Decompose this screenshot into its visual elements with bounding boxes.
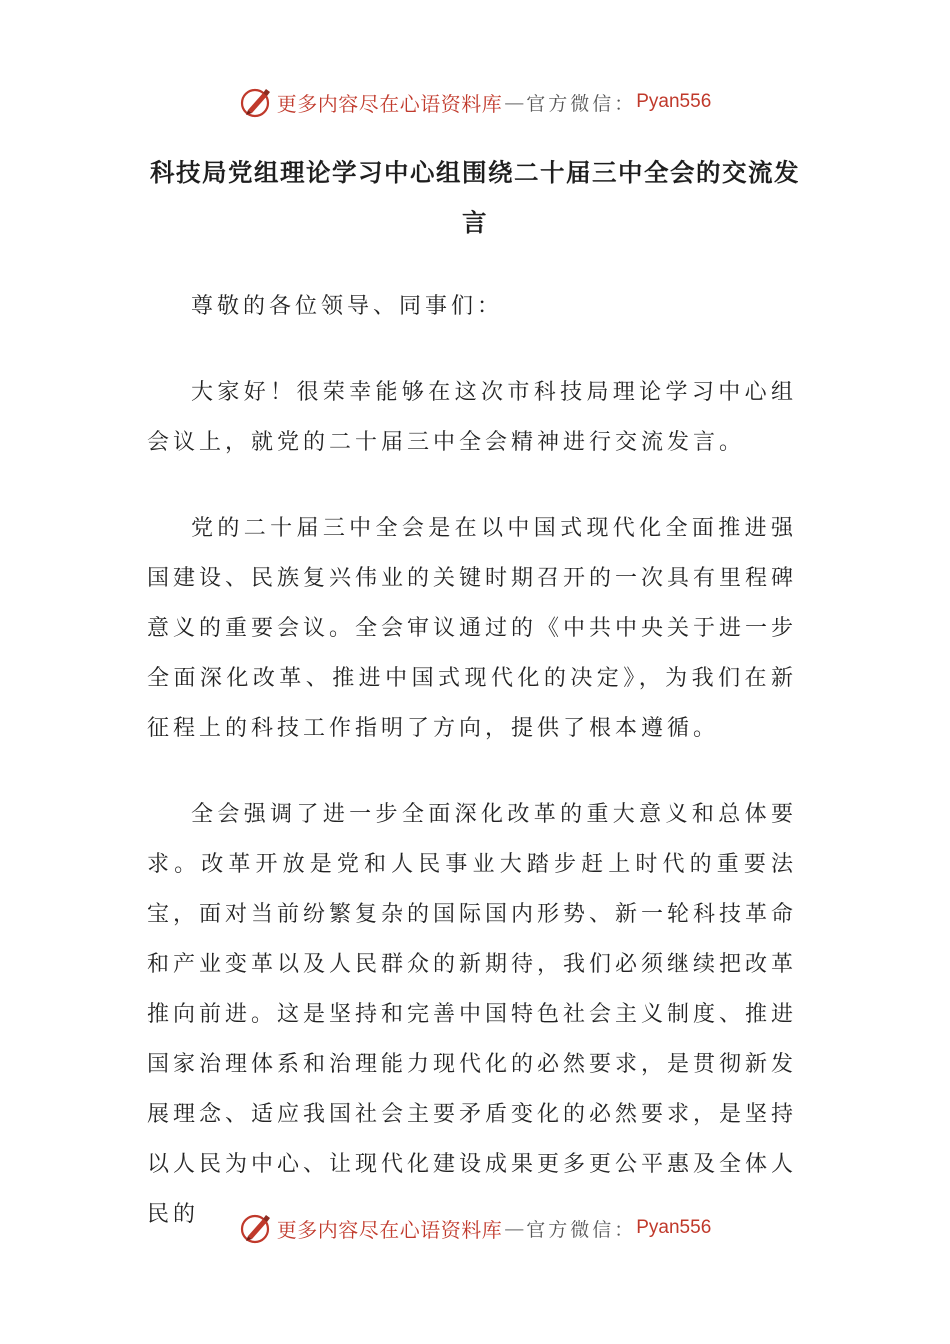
promo-text: 更多内容尽在心语资料库 <box>276 91 503 116</box>
header-banner <box>0 82 950 122</box>
wechat-id: Pyan556 <box>636 1217 712 1238</box>
banner-separator: — <box>504 90 525 114</box>
banner-separator: — <box>504 1216 525 1240</box>
pen-logo-icon <box>239 1211 273 1245</box>
wechat-label: 官方微信： <box>526 1218 637 1241</box>
wechat-label: 官方微信： <box>526 92 637 115</box>
paragraph-reform-requirements: 全会强调了进一步全面深化改革的重大意义和总体要求。改革开放是党和人民事业大踏步赶上时代的重要法宝，面对当前纷繁复杂的国际国内形势、新一轮科技革命和产业变革以及人民群众的新期待，我们必须继续把改革推向前进。这是坚持和完善中国特色社会主义制度、推进国家治理体系和治理能力现代化的必然要求，是贯彻新发展理念、适应我国社会主要矛盾变化的必然要求，是坚持以人民为中心、让现代化建设成果更多更公平惠及全体人民的 <box>147 802 798 1227</box>
document-body <box>147 282 797 1276</box>
salutation: 尊敬的各位领导、同事们： <box>191 294 504 319</box>
paragraph-plenum-significance: 党的二十届三中全会是在以中国式现代化全面推进强国建设、民族复兴伟业的关键时期召开的一次具有里程碑意义的重要会议。全会审议通过的《中共中央关于进一步全面深化改革、推进中国式现代化的决定》，为我们在新征程上的科技工作指明了方向，提供了根本遵循。 <box>147 516 798 741</box>
paragraph-greeting: 大家好！很荣幸能够在这次市科技局理论学习中心组会议上，就党的二十届三中全会精神进行交流发言。 <box>147 380 797 455</box>
wechat-id: Pyan556 <box>636 91 712 112</box>
pen-logo-icon <box>239 85 273 119</box>
footer-banner <box>0 1208 950 1248</box>
document-title: 科技局党组理论学习中心组围绕二十届三中全会的交流发言 <box>150 158 800 237</box>
promo-text: 更多内容尽在心语资料库 <box>276 1217 503 1242</box>
